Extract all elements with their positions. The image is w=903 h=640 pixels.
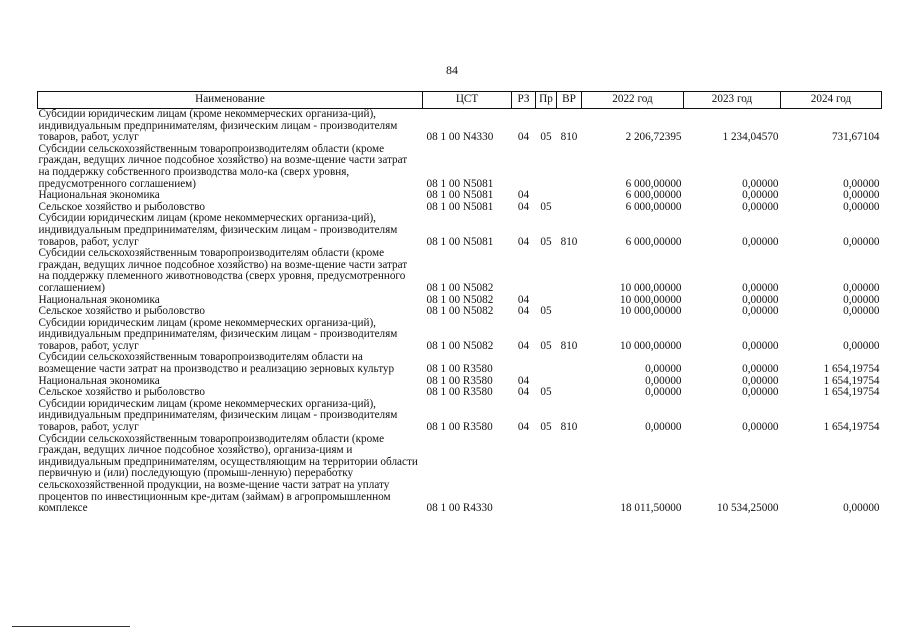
row-pr: 05: [540, 235, 552, 248]
table-row: [38, 213, 882, 248]
row-vr: 810: [560, 235, 578, 248]
row-2024: 1 654,19754: [823, 421, 880, 434]
row-pr: 05: [540, 200, 552, 213]
row-2023: 0,00000: [742, 235, 779, 248]
row-2024: 0,00000: [843, 189, 880, 202]
row-pr: 05: [540, 131, 552, 144]
row-name: Субсидии юридическим лицам (кроме некоммерческих организа-ций), индивидуальным предпринимателям, физическим лицам - производителям товаров, работ, услуг: [38, 212, 398, 248]
row-vr: [557, 144, 582, 190]
row-2023: 10 534,25000: [716, 502, 779, 515]
row-cst: 08 1 00 N5081: [426, 177, 494, 190]
row-2022: 6 000,00000: [625, 235, 682, 248]
row-2024: 0,00000: [843, 305, 880, 318]
row-2023: 0,00000: [742, 386, 779, 399]
row-pr: 05: [540, 386, 552, 399]
row-name: Субсидии сельскохозяйственным товаропроизводителям области (кроме граждан, ведущих личное подсобное хозяйство), организа-циям и индивидуальным предпринимателям, осуществляющим на территории области первичную и (или) последующую (промыш-ленную) переработку сельскохозяйственной продукции, на возме-щение части затрат на уплату процентов по инвестиционным кре-дитам (займам) в агропромышленном комплексе: [38, 432, 418, 515]
row-2022: 10 000,00000: [619, 305, 682, 318]
row-rz: 04: [517, 235, 530, 248]
row-2024: 0,00000: [843, 339, 880, 352]
row-2023: 0,00000: [742, 281, 779, 294]
row-2023: 0,00000: [742, 374, 779, 387]
row-2022: 6 000,00000: [625, 177, 682, 190]
row-vr: 810: [560, 339, 578, 352]
table-row: [38, 399, 882, 434]
row-name: Национальная экономика: [38, 374, 160, 387]
row-pr: 05: [540, 421, 552, 434]
row-cst: 08 1 00 R3580: [426, 386, 493, 399]
row-2023: 0,00000: [742, 200, 779, 213]
row-2023: 0,00000: [742, 177, 779, 190]
column-header-2023: 2023 год: [684, 92, 781, 109]
row-2023: 0,00000: [742, 421, 779, 434]
row-name: Субсидии сельскохозяйственным товаропроизводителям области (кроме граждан, ведущих личное подсобное хозяйство) на возме-щение части затрат на поддержку племенного животноводства (сверх уровня, предусмотренного соглашением): [38, 247, 408, 294]
row-2022: 0,00000: [645, 421, 682, 434]
row-cst: 08 1 00 R4330: [426, 502, 493, 515]
row-2024: 731,67104: [831, 131, 880, 144]
row-2024: 0,00000: [843, 177, 880, 190]
row-vr: 810: [560, 421, 578, 434]
row-cst: 08 1 00 N4330: [426, 131, 494, 144]
table-row: [38, 318, 882, 353]
column-header-rz: РЗ: [512, 92, 536, 109]
row-rz: 04: [517, 339, 530, 352]
row-2023: 0,00000: [742, 339, 779, 352]
row-vr: [557, 190, 582, 202]
row-2024: 0,00000: [843, 200, 880, 213]
row-name: Национальная экономика: [38, 189, 160, 202]
row-name: Субсидии юридическим лицам (кроме некоммерческих организа-ций), индивидуальным предпринимателям, физическим лицам - производителям товаров, работ, услуг: [38, 108, 398, 144]
row-vr: [557, 248, 582, 294]
row-name: Национальная экономика: [38, 293, 160, 306]
row-rz: 04: [517, 386, 530, 399]
row-2023: 0,00000: [742, 363, 779, 376]
row-2022: 18 011,50000: [620, 502, 682, 515]
row-2024: 0,00000: [843, 502, 880, 515]
row-2022: 6 000,00000: [625, 189, 682, 202]
row-vr: 810: [560, 131, 578, 144]
row-vr: [557, 306, 582, 318]
row-cst: 08 1 00 R3580: [426, 374, 493, 387]
table-header-row: [38, 92, 882, 109]
row-rz: [512, 352, 536, 375]
row-vr: [557, 387, 582, 399]
table-row: [38, 306, 882, 318]
table-row: [38, 248, 882, 294]
row-cst: 08 1 00 N5082: [426, 281, 494, 294]
row-vr: [557, 434, 582, 515]
row-2023: 0,00000: [742, 305, 779, 318]
table-row: [38, 352, 882, 375]
row-2024: 0,00000: [843, 281, 880, 294]
row-cst: 08 1 00 R3580: [426, 363, 493, 376]
row-2023: 0,00000: [742, 293, 779, 306]
page-number: 84: [446, 63, 458, 77]
row-vr: [557, 295, 582, 307]
row-2022: 2 206,72395: [625, 131, 682, 144]
row-pr: 05: [540, 339, 552, 352]
row-name: Субсидии юридическим лицам (кроме некоммерческих организа-ций), индивидуальным предпринимателям, физическим лицам - производителям товаров, работ, услуг: [38, 316, 398, 352]
row-pr: [536, 190, 557, 202]
row-pr: [536, 144, 557, 190]
table-row: [38, 144, 882, 190]
row-cst: 08 1 00 N5082: [426, 305, 494, 318]
row-pr: 05: [540, 305, 552, 318]
row-rz: 04: [517, 421, 530, 434]
row-2022: 0,00000: [645, 374, 682, 387]
table-row: [38, 109, 882, 144]
row-cst: 08 1 00 R3580: [426, 421, 493, 434]
column-header-pr: Пр: [536, 92, 557, 109]
row-pr: [536, 434, 557, 515]
row-cst: 08 1 00 N5081: [426, 235, 494, 248]
column-header-cst: ЦСТ: [423, 92, 512, 109]
row-2022: 0,00000: [645, 363, 682, 376]
row-name: Субсидии сельскохозяйственным товаропроизводителям области (кроме граждан, ведущих личное подсобное хозяйство) на возме-щение части затрат на поддержку собственного производства моло-ка (сверх уровня, предусмотренного соглашением): [38, 142, 408, 190]
row-pr: [536, 352, 557, 375]
row-2022: 10 000,00000: [619, 339, 682, 352]
row-name: Субсидии юридическим лицам (кроме некоммерческих организа-ций), индивидуальным предпринимателям, физическим лицам - производителям товаров, работ, услуг: [38, 397, 398, 434]
column-header-2024: 2024 год: [781, 92, 882, 109]
row-rz: [512, 434, 536, 515]
row-vr: [557, 202, 582, 214]
row-name: Сельское хозяйство и рыболовство: [38, 200, 205, 213]
column-header-name: Наименование: [38, 92, 423, 109]
table-row: [38, 190, 882, 202]
row-2023: 0,00000: [742, 189, 779, 202]
row-rz: [512, 144, 536, 190]
row-rz: [512, 248, 536, 294]
row-2024: 1 654,19754: [823, 363, 880, 376]
row-rz: 04: [517, 374, 530, 387]
column-header-vr: ВР: [557, 92, 582, 109]
row-name: Субсидии сельскохозяйственным товаропроизводителям области на возмещение части затрат на производство и реализацию зерновых культур: [38, 351, 395, 376]
row-rz: 04: [517, 293, 530, 306]
row-rz: 04: [517, 131, 530, 144]
row-cst: 08 1 00 N5082: [426, 339, 494, 352]
row-2024: 1 654,19754: [823, 374, 880, 387]
footer-divider: [12, 626, 130, 627]
row-vr: [557, 376, 582, 388]
row-cst: 08 1 00 N5081: [426, 200, 494, 213]
row-2022: 10 000,00000: [619, 281, 682, 294]
row-rz: 04: [517, 305, 530, 318]
row-cst: 08 1 00 N5081: [426, 189, 494, 202]
row-pr: [536, 248, 557, 294]
row-2022: 0,00000: [645, 386, 682, 399]
row-2022: 6 000,00000: [625, 200, 682, 213]
row-cst: 08 1 00 N5082: [426, 293, 494, 306]
row-name: Сельское хозяйство и рыболовство: [38, 386, 205, 399]
row-2023: 1 234,04570: [722, 131, 779, 144]
row-vr: [557, 352, 582, 375]
row-rz: 04: [517, 200, 530, 213]
row-2024: 0,00000: [843, 235, 880, 248]
row-2024: 0,00000: [843, 293, 880, 306]
table-row: [38, 434, 882, 515]
row-name: Сельское хозяйство и рыболовство: [38, 305, 205, 318]
budget-table: [37, 91, 882, 515]
column-header-2022: 2022 год: [582, 92, 684, 109]
row-2022: 10 000,00000: [619, 293, 682, 306]
row-2024: 1 654,19754: [823, 386, 880, 399]
row-rz: 04: [517, 189, 530, 202]
